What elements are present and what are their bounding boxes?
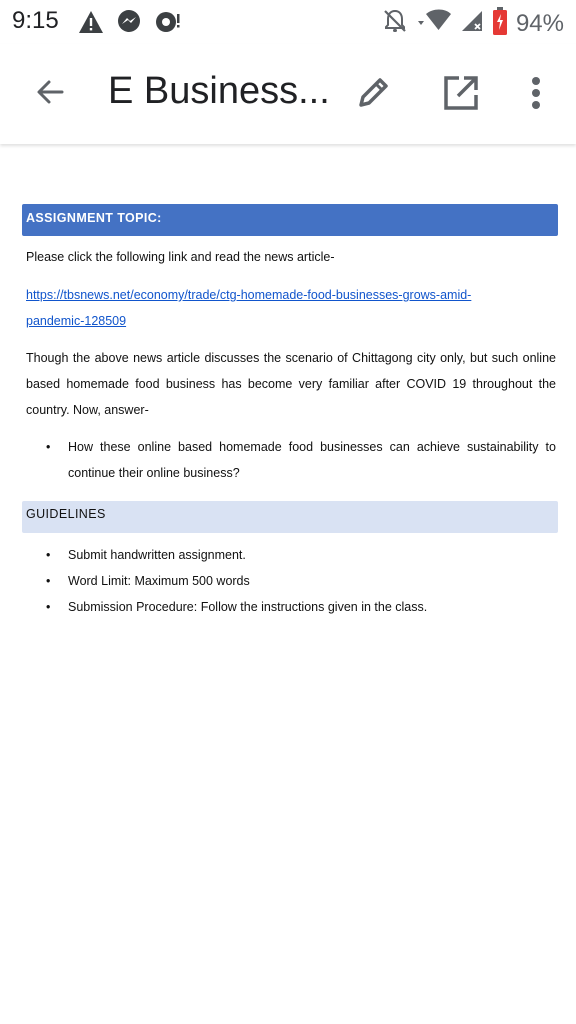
notifications-off-icon (382, 8, 408, 39)
signal-icon (460, 9, 484, 38)
open-external-icon (443, 75, 479, 116)
list-item (26, 434, 556, 486)
news-article-link[interactable] (26, 282, 556, 334)
more-vert-icon (530, 76, 542, 115)
assignment-topic-header (22, 204, 558, 236)
list-item (26, 568, 556, 594)
question-text: How these online based homemade food businesses can achieve sustainability to continue their online business? (68, 440, 556, 480)
wifi-icon (416, 9, 452, 38)
status-bar (0, 0, 576, 44)
question-list (26, 434, 556, 486)
status-right-icons (382, 7, 564, 40)
bullet-icon: • (46, 574, 51, 588)
context-paragraph: Though the above news article discusses the scenario of Chittagong city only, but such online based homemade food business has become very familiar after COVID 19 throughout the country. Now, answer- (26, 351, 556, 417)
guidelines-list (26, 542, 556, 620)
guidelines-label: GUIDELINES (26, 507, 106, 521)
guideline-text: Word Limit: Maximum 500 words (68, 574, 250, 588)
document-title: E Business... (108, 70, 330, 112)
status-left-icons (78, 9, 182, 40)
guideline-text: Submit handwritten assignment. (68, 548, 246, 562)
intro-text: Please click the following link and read the news article- (26, 250, 335, 264)
document-body[interactable] (0, 146, 576, 1024)
link-line-2[interactable]: pandemic-128509 (26, 314, 127, 328)
link-line-1[interactable]: https://tbsnews.net/economy/trade/ctg-homemade-food-businesses-grows-amid- (26, 288, 472, 302)
edit-pencil-icon (355, 75, 391, 116)
battery-icon (492, 7, 508, 40)
guidelines-header (22, 501, 558, 533)
assignment-topic-label: ASSIGNMENT TOPIC: (26, 211, 162, 225)
app-bar (0, 44, 576, 144)
battery-percentage: 94% (515, 9, 564, 37)
back-arrow-icon (34, 76, 66, 113)
warning-icon (78, 10, 104, 39)
bullet-icon: • (46, 440, 51, 454)
bullet-icon: • (46, 548, 51, 562)
open-in-new-button[interactable] (438, 72, 484, 118)
guideline-text: Submission Procedure: Follow the instructions given in the class. (68, 600, 428, 614)
messenger-icon (116, 9, 142, 40)
list-item (26, 542, 556, 568)
status-time: 9:15 (12, 7, 59, 34)
list-item (26, 594, 556, 620)
bullet-icon: • (46, 600, 51, 614)
chat-head-icon (154, 9, 182, 40)
edit-button[interactable] (350, 72, 396, 118)
more-options-button[interactable] (516, 72, 556, 118)
back-button[interactable] (28, 72, 72, 116)
